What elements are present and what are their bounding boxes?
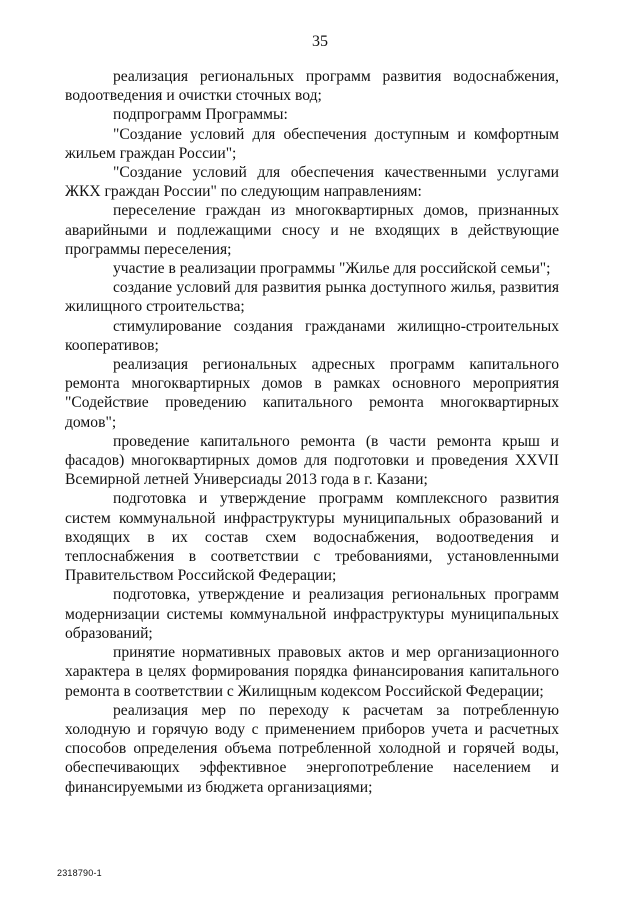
paragraph: реализация региональных программ развития водоснабжения, водоотведения и очистки сточных вод;	[65, 68, 559, 105]
document-body	[65, 67, 559, 797]
paragraph: реализация региональных адресных программ капитального ремонта многоквартирных домов в рамках основного мероприятия "Содействие проведению капитального ремонта многоквартирных домов";	[65, 356, 559, 431]
paragraph: создание условий для развития рынка доступного жилья, развития жилищного строительства;	[65, 279, 559, 316]
paragraph: подготовка, утверждение и реализация региональных программ модернизации системы коммунальной инфраструктуры муниципальных образований;	[65, 586, 559, 642]
paragraph: переселение граждан из многоквартирных домов, признанных аварийными и подлежащими сносу и не входящих в действующие программы переселения;	[65, 202, 559, 258]
paragraph: подготовка и утверждение программ комплексного развития систем коммунальной инфраструктуры муниципальных образований и входящих в их состав схем водоснабжения, водоотведения и теплоснабжения в соответствии с требованиями, установленными Правительством Российской Федерации;	[65, 490, 559, 585]
paragraph: проведение капитального ремонта (в части ремонта крыш и фасадов) многоквартирных домов для подготовки и проведения XXVII Всемирной летней Универсиады 2013 года в г. Казани;	[65, 432, 559, 489]
document-code: 2318790-1	[57, 868, 102, 878]
paragraph: "Создание условий для обеспечения доступным и комфортным жильем граждан России";	[65, 125, 559, 162]
page-number: 35	[312, 33, 328, 50]
paragraph: реализация мер по переходу к расчетам за потребленную холодную и горячую воду с применением приборов учета и расчетных способов определения объема потребленной холодной и горячей воды, обеспечивающих эффективное энергопотребление населением и финансируемыми из бюджета организациями;	[65, 701, 559, 796]
paragraph: принятие нормативных правовых актов и мер организационного характера в целях формирования порядка финансирования капитального ремонта в соответствии с Жилищным кодексом Российской Федерации;	[65, 644, 559, 700]
paragraph: участие в реализации программы "Жилье для российской семьи";	[113, 260, 551, 278]
paragraph: подпрограмм Программы:	[113, 106, 288, 124]
paragraph: "Создание условий для обеспечения качественными услугами ЖКХ граждан России" по следующим направлениям:	[65, 164, 559, 201]
paragraph: стимулирование создания гражданами жилищно-строительных кооперативов;	[65, 317, 559, 354]
